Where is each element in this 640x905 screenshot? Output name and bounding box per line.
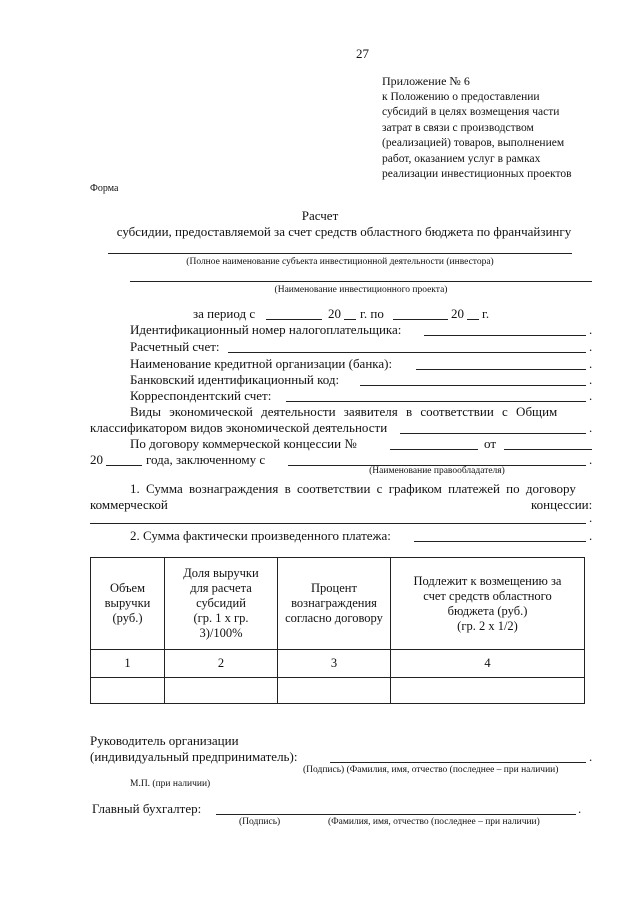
period-year1-field[interactable] (344, 319, 356, 320)
period-prefix: за период с (193, 306, 256, 321)
appendix-line: (реализацией) товаров, выполнением (382, 137, 565, 150)
calculation-table (90, 557, 585, 704)
okved-label: Виды экономической деятельности заявителя в соответствии с Общим (130, 404, 558, 419)
appendix-line: реализации инвестиционных проектов (382, 168, 572, 181)
document-subtitle: субсидии, предоставляемой за счет средств областного бюджета по франчайзингу (116, 224, 572, 239)
column-number: 1 (91, 650, 165, 678)
column-number: 2 (165, 650, 278, 678)
contract-year: 20 (90, 452, 103, 467)
column-number: 3 (278, 650, 391, 678)
table-header-row (91, 558, 585, 650)
contract-date-field[interactable] (504, 449, 592, 450)
table-cell[interactable] (165, 678, 278, 704)
table-number-row (91, 650, 585, 678)
account-field[interactable] (228, 352, 586, 353)
head-signature-field[interactable] (330, 762, 586, 763)
document-title: Расчет (301, 208, 339, 223)
period-year2-field[interactable] (467, 319, 479, 320)
inn-field[interactable] (424, 335, 586, 336)
period-from-field[interactable] (266, 319, 322, 320)
table-cell[interactable] (278, 678, 391, 704)
appendix-line: к Положению о предоставлении (382, 91, 540, 103)
okved-label-2: классификатором видов экономической деятельности (90, 420, 388, 435)
period-to-field[interactable] (393, 319, 448, 320)
head-label: Руководитель организации (90, 733, 239, 748)
head-caption: (Подпись) (Фамилия, имя, отчество (последнее – при наличии) (303, 765, 559, 775)
appendix-text (382, 90, 596, 182)
header-cell: Объем выручки (руб.) (91, 558, 165, 650)
investor-line[interactable] (108, 253, 572, 254)
table-row (91, 678, 585, 704)
item1-label: 1. Сумма вознаграждения в соответствии с графиком платежей по договору (130, 481, 576, 496)
item1-field[interactable] (90, 523, 586, 524)
contract-year-field[interactable] (106, 465, 142, 466)
appendix-line: работ, оказанием услуг в рамках (382, 152, 541, 165)
item2-label: 2. Сумма фактически произведенного платежа: (130, 528, 391, 543)
investor-caption: (Полное наименование субъекта инвестиционной деятельности (инвестора) (186, 257, 494, 267)
corr-field[interactable] (286, 401, 586, 402)
stamp-label: М.П. (при наличии) (130, 779, 211, 789)
bank-label: Наименование кредитной организации (банка): (130, 356, 393, 371)
form-label: Форма (90, 183, 119, 194)
project-caption: (Наименование инвестиционного проекта) (274, 285, 448, 295)
appendix-title: Приложение № 6 (382, 74, 470, 88)
item1-label-2: коммерческой (90, 497, 168, 512)
accountant-sign-caption: (Подпись) (239, 817, 281, 827)
inn-label: Идентификационный номер налогоплательщика: (130, 322, 402, 337)
contract-number-field[interactable] (390, 449, 478, 450)
okved-field[interactable] (400, 433, 586, 434)
head-label-2: (индивидуальный предприниматель): (90, 749, 298, 764)
item1-label-3: концессии: (531, 497, 593, 512)
item2-field[interactable] (414, 541, 586, 542)
period-year1: 20 (328, 306, 341, 321)
accountant-signature-field[interactable] (216, 814, 576, 815)
column-number: 4 (391, 650, 585, 678)
accountant-label: Главный бухгалтер: (92, 801, 202, 816)
appendix-line: затрат в связи с производством (382, 121, 534, 134)
holder-caption: (Наименование правообладателя) (369, 466, 505, 476)
contract-concluded-label: года, заключенному с (146, 452, 266, 467)
table-cell[interactable] (91, 678, 165, 704)
bik-field[interactable] (360, 385, 586, 386)
corr-label: Корреспондентский счет: (130, 388, 272, 403)
contract-label: По договору коммерческой концессии № (130, 436, 357, 451)
page-number: 27 (356, 46, 369, 61)
appendix-line: субсидий в целях возмещения части (382, 106, 560, 119)
project-line[interactable] (130, 281, 592, 282)
header-cell: Подлежит к возмещению за счет средств областного бюджета (руб.) (гр. 2 х 1/2) (391, 558, 585, 650)
contract-from-label: от (484, 436, 497, 451)
accountant-name-caption: (Фамилия, имя, отчество (последнее – при наличии) (328, 817, 540, 827)
period-suffix: г. (482, 306, 490, 321)
bik-label: Банковский идентификационный код: (130, 372, 340, 387)
header-cell: Доля выручки для расчета субсидий (гр. 1 х гр. 3)/100% (165, 558, 278, 650)
period-year2: 20 (451, 306, 464, 321)
account-label: Расчетный счет: (130, 339, 220, 354)
header-cell: Процент вознаграждения согласно договору (278, 558, 391, 650)
bank-field[interactable] (416, 369, 586, 370)
period-to-label: г. по (360, 306, 384, 321)
table-cell[interactable] (391, 678, 585, 704)
